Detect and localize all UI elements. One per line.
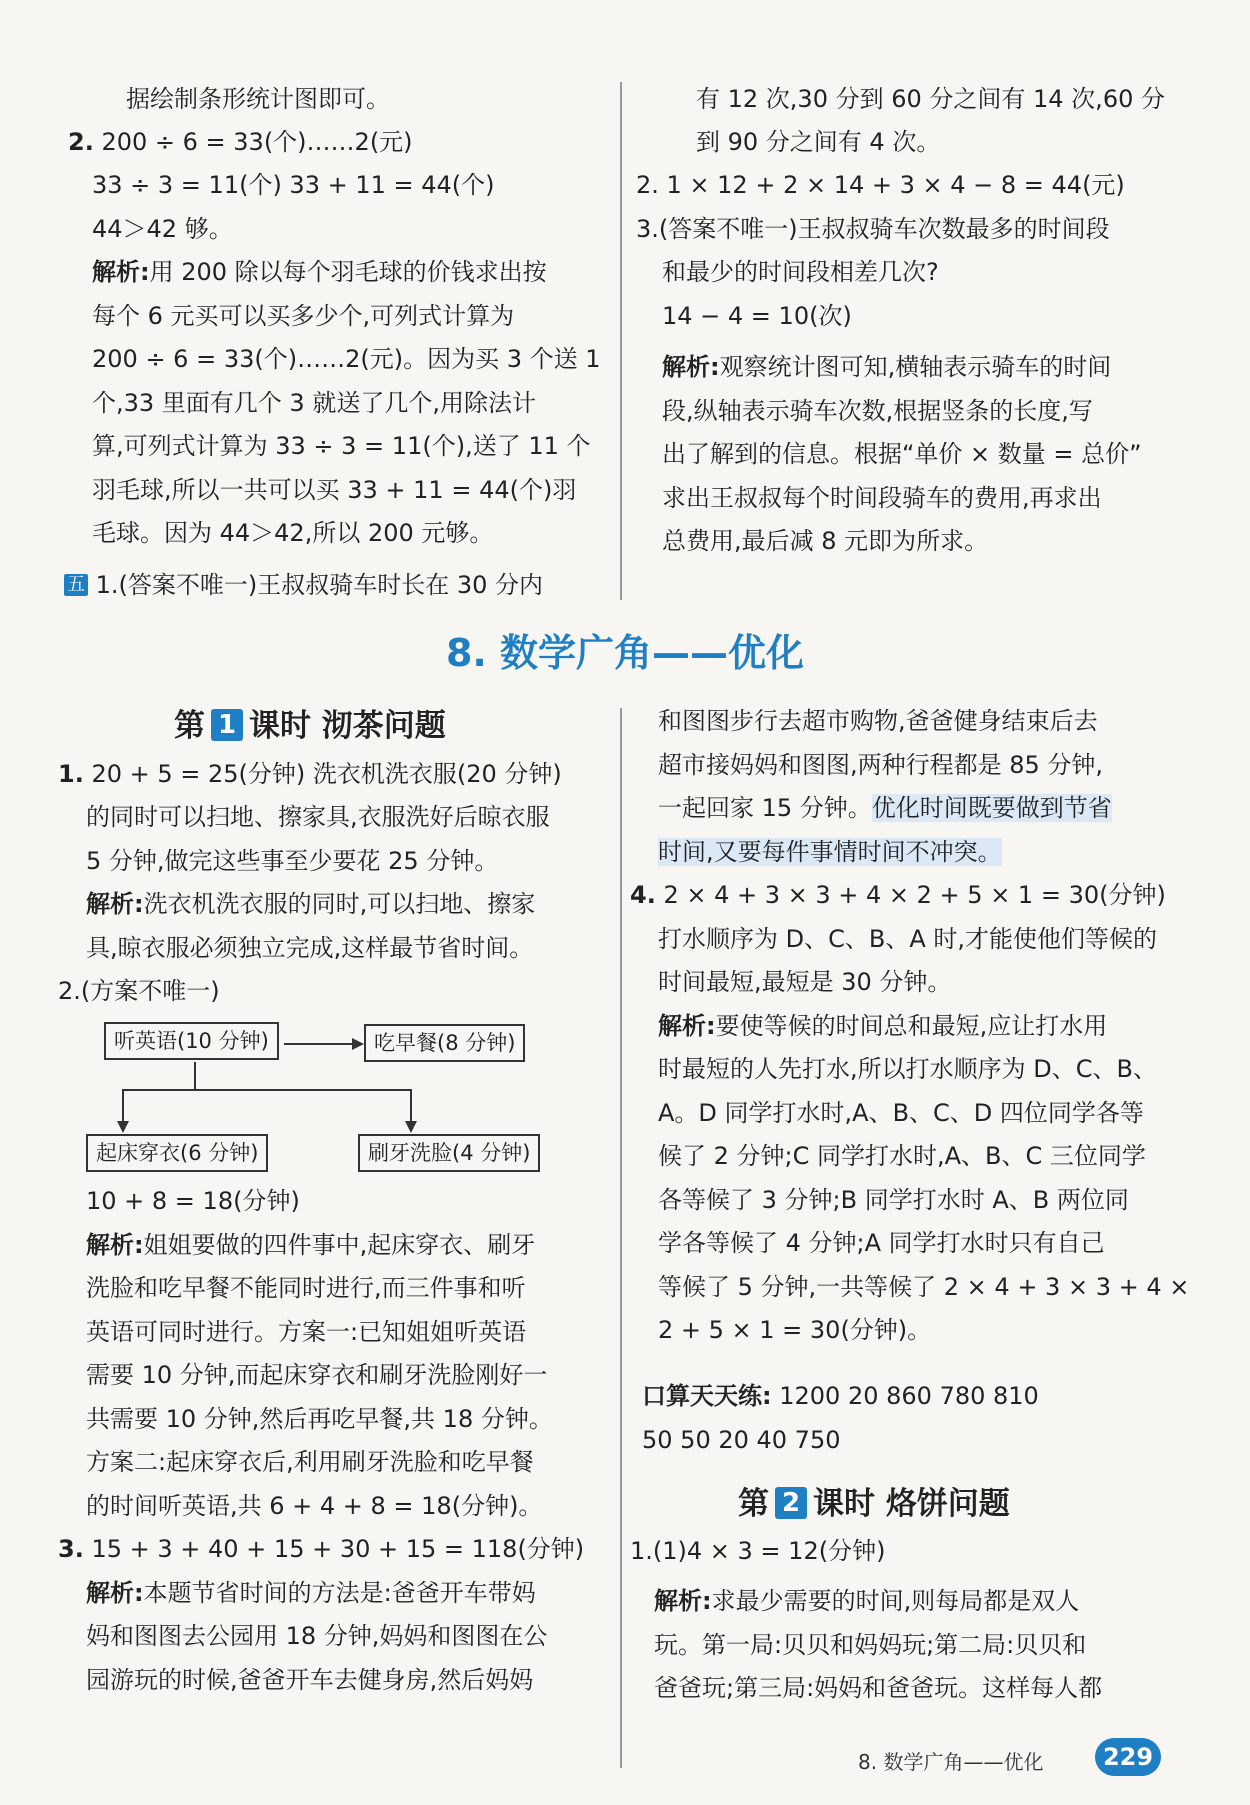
oral-answers: 1200 20 860 780 810 [779,1382,1039,1410]
analysis-line: 玩。第一局:贝贝和妈妈玩;第二局:贝贝和 [654,1631,1087,1659]
oral-practice-label: 口算天天练: [642,1382,772,1410]
footer-chapter-title: 8. 数学广角——优化 [858,1750,1044,1774]
analysis-line: 英语可同时进行。方案一:已知姐姐听英语 [86,1318,527,1346]
arrow-head-icon [117,1121,129,1133]
question-number: 3. [58,1535,84,1563]
analysis-line: 每个 6 元买可以买多少个,可列式计算为 [92,302,515,330]
box-listen-english: 听英语(10 分钟) [104,1022,279,1060]
text-line: 和最少的时间段相差几次? [662,258,939,286]
oral-practice [642,1375,1039,1419]
analysis-label: 解析: [654,1587,712,1615]
lesson-1-heading [174,700,446,745]
text-segment: 一起回家 15 分钟。 [658,794,872,822]
question-3 [58,1528,584,1572]
analysis-line: 具,晾衣服必须独立完成,这样最节省时间。 [86,934,534,962]
arrow-head-icon [352,1038,364,1050]
section-five-line [64,564,543,608]
analysis-line [662,346,1111,390]
analysis-line [86,883,535,927]
analysis-text: 用 200 除以每个羽毛球的价钱求出按 [149,258,547,286]
column-divider-top [620,82,622,600]
analysis-line: 算,可列式计算为 33 ÷ 3 = 11(个),送了 11 个 [92,432,591,460]
highlighted-text: 优化时间既要做到节省 [871,794,1112,822]
question-2 [68,121,413,165]
question-4 [630,874,1166,918]
question-text: 1.(答案不唯一)王叔叔骑车时长在 30 分内 [95,571,544,599]
text-line: 5 分钟,做完这些事至少要花 25 分钟。 [86,847,499,875]
lesson-prefix: 第 [174,708,205,744]
question-text: 20 + 5 = 25(分钟) 洗衣机洗衣服(20 分钟) [91,760,562,788]
lesson-2-heading [738,1478,1010,1523]
arrow-head-icon [405,1121,417,1133]
analysis-label: 解析: [658,1012,716,1040]
lesson-number-badge: 2 [775,1487,807,1519]
question-2-right: 2. 1 × 12 + 2 × 14 + 3 × 4 − 8 = 44(元) [636,171,1125,199]
analysis-line: 园游玩的时候,爸爸开车去健身房,然后妈妈 [86,1666,534,1694]
equation: 14 − 4 = 10(次) [662,302,852,330]
analysis-line: 段,纵轴表示骑车次数,根据竖条的长度,写 [662,397,1093,425]
text-line: 打水顺序为 D、C、B、A 时,才能使他们等候的 [658,925,1158,953]
analysis-line: 的时间听英语,共 6 + 4 + 8 = 18(分钟)。 [86,1492,543,1520]
connector-line [122,1089,124,1123]
section-title: 8. 数学广角——优化 [445,631,805,675]
analysis-line [92,251,547,295]
analysis-line: 等候了 5 分钟,一共等候了 2 × 4 + 3 × 3 + 4 × [658,1273,1190,1301]
analysis-line: 需要 10 分钟,而起床穿衣和刷牙洗脸刚好一 [86,1361,548,1389]
box-get-dressed: 起床穿衣(6 分钟) [86,1134,268,1172]
analysis-line: 各等候了 3 分钟;B 同学打水时 A、B 两位同 [658,1186,1129,1214]
equation: 33 ÷ 3 = 11(个) 33 + 11 = 44(个) [92,171,495,199]
box-breakfast: 吃早餐(8 分钟) [364,1024,525,1062]
lesson2-question-1: 1.(1)4 × 3 = 12(分钟) [630,1537,886,1565]
text-line: 据绘制条形统计图即可。 [126,85,390,113]
connector-line [410,1089,412,1123]
analysis-line [86,1224,535,1268]
analysis-line: 2 + 5 × 1 = 30(分钟)。 [658,1316,932,1344]
equation: 15 + 3 + 40 + 15 + 30 + 15 = 118(分钟) [91,1535,585,1563]
section-five-badge: 五 [64,574,88,596]
text-line: 有 12 次,30 分到 60 分之间有 14 次,60 分 [696,85,1165,113]
analysis-line: 共需要 10 分钟,然后再吃早餐,共 18 分钟。 [86,1405,553,1433]
page-number: 229 [1095,1738,1161,1776]
analysis-line: 求出王叔叔每个时间段骑车的费用,再求出 [662,484,1102,512]
analysis-label: 解析: [86,890,144,918]
box-brush-teeth: 刷牙洗脸(4 分钟) [358,1134,540,1172]
highlighted-text: 时间,又要每件事情时间不冲突。 [658,838,1002,866]
analysis-label: 解析: [86,1579,144,1607]
analysis-text: 洗衣机洗衣服的同时,可以扫地、擦家 [143,890,536,918]
equation: 200 ÷ 6 = 33(个)……2(元) [101,128,413,156]
text-line: 和图图步行去超市购物,爸爸健身结束后去 [658,707,1098,735]
analysis-line: A。D 同学打水时,A、B、C、D 四位同学各等 [658,1099,1144,1127]
analysis-line: 学各等候了 4 分钟;A 同学打水时只有自己 [658,1229,1105,1257]
connector-line [194,1062,196,1090]
question-number: 1. [58,760,84,788]
analysis-line: 毛球。因为 44＞42,所以 200 元够。 [92,519,494,547]
analysis-text: 观察统计图可知,横轴表示骑车的时间 [719,353,1112,381]
analysis-line [654,1580,1079,1624]
analysis-line: 妈和图图去公园用 18 分钟,妈妈和图图在公 [86,1622,548,1650]
question-1 [58,753,562,797]
oral-answers: 50 50 20 40 750 [642,1426,841,1454]
equation: 44＞42 够。 [92,215,233,243]
analysis-line: 200 ÷ 6 = 33(个)……2(元)。因为买 3 个送 1 [92,345,601,373]
analysis-text: 求最少需要的时间,则每局都是双人 [711,1587,1080,1615]
analysis-line: 洗脸和吃早餐不能同时进行,而三件事和听 [86,1274,526,1302]
text-line: 时间最短,最短是 30 分钟。 [658,968,952,996]
lesson-title: 课时 烙饼问题 [813,1486,1010,1522]
text-line: 超市接妈妈和图图,两种行程都是 85 分钟, [658,751,1104,779]
text-line: 到 90 分之间有 4 次。 [696,128,941,156]
text-line [658,787,1112,831]
analysis-label: 解析: [86,1231,144,1259]
analysis-line: 出了解到的信息。根据“单价 × 数量 = 总价” [662,440,1142,468]
analysis-line [658,1005,1107,1049]
analysis-line: 个,33 里面有几个 3 就送了几个,用除法计 [92,389,536,417]
equation: 10 + 8 = 18(分钟) [86,1187,300,1215]
analysis-line: 总费用,最后减 8 元即为所求。 [662,527,989,555]
question-number: 4. [630,881,656,909]
equation: 2 × 4 + 3 × 3 + 4 × 2 + 5 × 1 = 30(分钟) [663,881,1166,909]
text-line [658,831,1002,875]
analysis-text: 要使等候的时间总和最短,应让打水用 [715,1012,1108,1040]
column-divider-bottom [620,708,622,1768]
analysis-label: 解析: [92,258,150,286]
analysis-line: 候了 2 分钟;C 同学打水时,A、B、C 三位同学 [658,1142,1146,1170]
analysis-label: 解析: [662,353,720,381]
lesson-prefix: 第 [738,1486,769,1522]
connector-line [122,1089,412,1091]
analysis-line: 方案二:起床穿衣后,利用刷牙洗脸和吃早餐 [86,1448,534,1476]
question-3-right: 3.(答案不唯一)王叔叔骑车次数最多的时间段 [636,215,1110,243]
analysis-line: 爸爸玩;第三局:妈妈和爸爸玩。这样每人都 [654,1674,1103,1702]
lesson-number-badge: 1 [211,709,243,741]
text-line: 的同时可以扫地、擦家具,衣服洗好后晾衣服 [86,803,550,831]
question-2-head: 2.(方案不唯一) [58,977,220,1005]
analysis-line: 时最短的人先打水,所以打水顺序为 D、C、B、 [658,1055,1157,1083]
analysis-text: 本题节省时间的方法是:爸爸开车带妈 [143,1579,536,1607]
lesson-title: 课时 沏茶问题 [249,708,446,744]
arrow-line [284,1043,354,1045]
analysis-line [86,1572,536,1616]
analysis-text: 姐姐要做的四件事中,起床穿衣、刷牙 [143,1231,536,1259]
question-number: 2. [68,128,94,156]
analysis-line: 羽毛球,所以一共可以买 33 + 11 = 44(个)羽 [92,476,577,504]
